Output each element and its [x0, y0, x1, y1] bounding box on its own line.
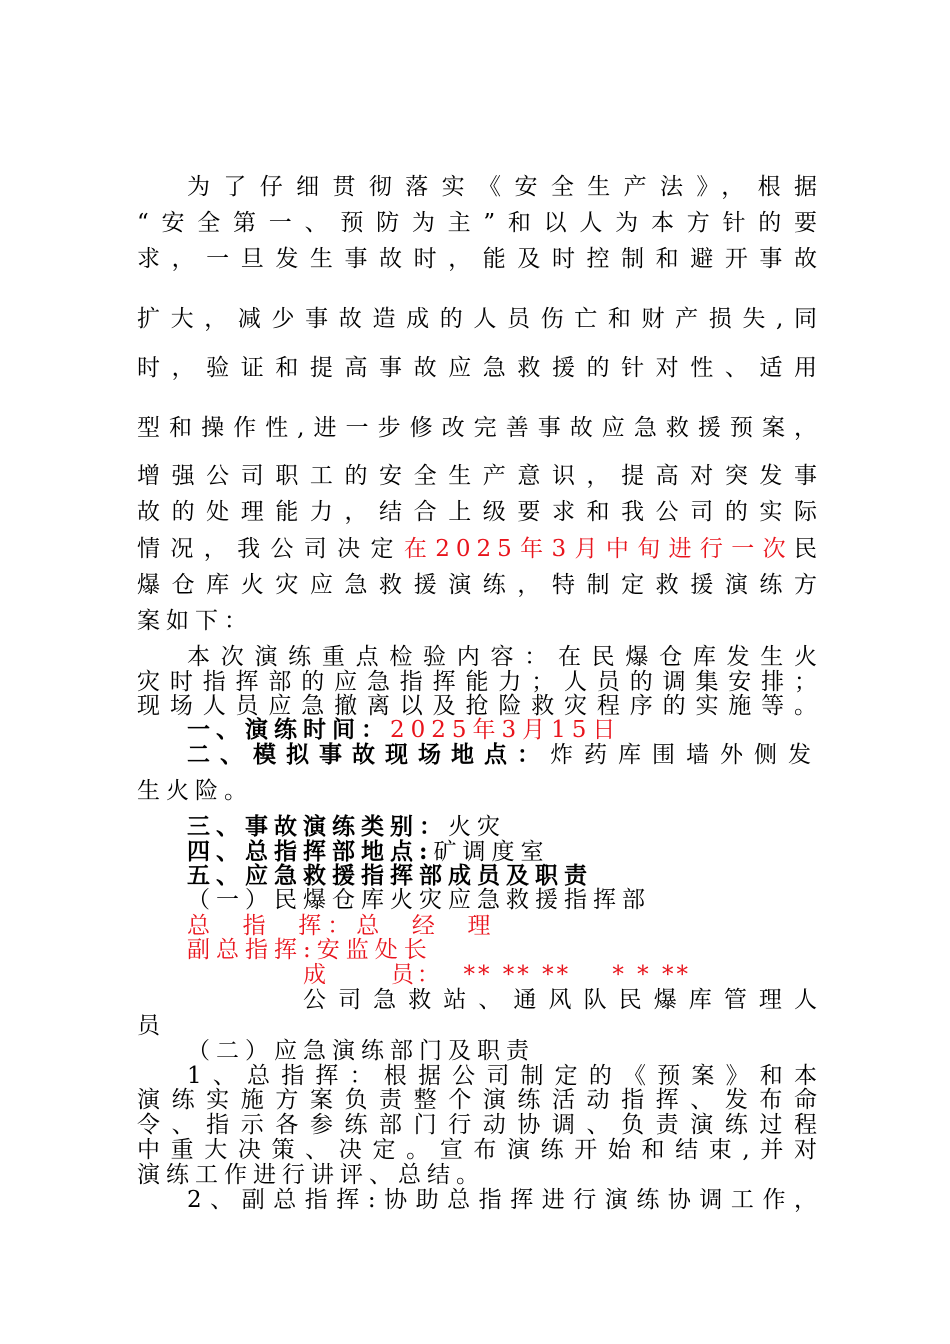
duty1-line1: 1、总指挥：根据公司制定的《预案》和本	[187, 1063, 817, 1089]
para1-line11: 案如下：	[137, 608, 253, 634]
section-drill-type	[187, 813, 817, 841]
section-location-cont: 生火险。	[137, 778, 253, 804]
section-hq-value: 矿调度室	[433, 839, 550, 865]
command-members: 成 员： ** ** ** * * **	[303, 962, 691, 988]
duty1-line5: 演练工作进行讲评、总结。	[137, 1162, 485, 1188]
section-drill-time-label: 一、演练时间：	[187, 716, 390, 743]
para1-line9	[137, 535, 817, 563]
para1-line1: 为了仔细贯彻落实《安全生产法》，根据	[187, 174, 817, 200]
para1-line2: “安全第一、预防为主”和以人为本方针的要	[137, 210, 817, 236]
para1-line9-start: 情况，我公司决定	[137, 536, 404, 562]
section-hq-label: 四、总指挥部地点:	[187, 838, 434, 865]
section-location	[187, 741, 817, 769]
para1-line4: 扩大，减少事故造成的人员伤亡和财产损失,同	[137, 306, 817, 332]
para1-line10: 爆仓库火灾应急救援演练，特制定救援演练方	[137, 572, 817, 598]
para1-line7: 增强公司职工的安全生产意识，提高对突发事	[137, 463, 817, 489]
command-members-cont: 公司急救站、通风队民爆库管理人	[303, 987, 817, 1013]
para1-line3: 求，一旦发生事故时，能及时控制和避开事故	[137, 246, 817, 272]
para1-line6: 型和操作性,进一步修改完善事故应急救援预案，	[137, 415, 817, 441]
section-drill-time	[187, 716, 817, 744]
para2-line2: 灾时指挥部的应急指挥能力；人员的调集安排；	[137, 669, 817, 695]
section-drill-type-value: 火灾	[448, 814, 506, 840]
section-location-value: 炸药库围墙外侧发	[550, 742, 817, 768]
para1-line5: 时，验证和提高事故应急救援的针对性、适用	[137, 355, 817, 381]
duties-subheading: （二）应急演练部门及职责	[187, 1038, 535, 1064]
duty2-line1: 2、副总指挥:协助总指挥进行演练协调工作，	[187, 1187, 817, 1213]
para1-line9-end: 民	[794, 536, 817, 562]
duty1-line4: 中重大决策、决定。宣布演练开始和结束,并对	[137, 1137, 817, 1163]
command-members-cont2: 员	[137, 1013, 166, 1039]
section-command-members: 五、应急救援指挥部成员及职责	[187, 862, 593, 889]
para1-line8: 故的处理能力，结合上级要求和我公司的实际	[137, 499, 817, 525]
section-location-label: 二、模拟事故现场地点：	[187, 741, 550, 768]
command-subheading: （一）民爆仓库火灾应急救援指挥部	[187, 887, 651, 913]
section-drill-type-label: 三、事故演练类别：	[187, 813, 448, 840]
para2-line1: 本次演练重点检验内容：在民爆仓库发生火	[187, 644, 817, 670]
para2-line3: 现场人员应急撤离以及抢险救灾程序的实施等。	[137, 693, 817, 719]
duty1-line2: 演练实施方案负责整个演练活动指挥、发布命	[137, 1087, 817, 1113]
duty1-line3: 令、指示各参练部门行动协调、负责演练过程	[137, 1112, 817, 1138]
section-drill-time-value: 2025年3月15日	[390, 717, 622, 743]
command-deputy: 副总指挥:安监处长	[187, 937, 433, 963]
command-chief: 总 指 挥：总 经 理	[187, 913, 497, 939]
drill-date-text: 在2025年3月中旬进行一次	[403, 536, 794, 562]
